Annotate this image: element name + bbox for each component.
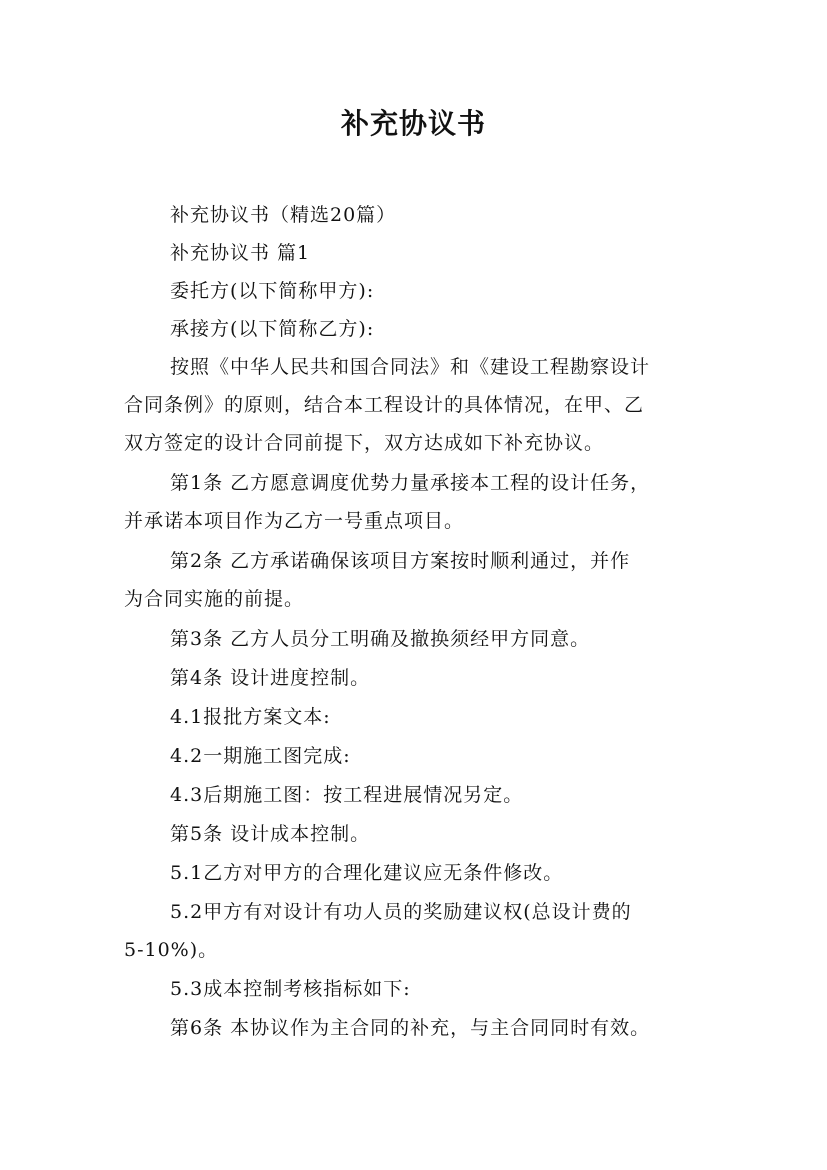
paragraph-clause-4-2 [170,737,760,775]
paragraph-clause-4-3 [170,776,760,814]
text-line: 4.2一期施工图完成: [170,745,351,767]
text-line: 承接方(以下简称乙方): [170,318,375,340]
text-line: 第2条 乙方承诺确保该项目方案按时顺利通过，并作 [170,550,631,572]
text-line: 为合同实施的前提。 [124,588,305,610]
paragraph-article-4 [170,659,760,697]
text-line: 5.2甲方有对设计有功人员的奖励建议权(总设计费的 [170,901,632,923]
paragraph-clause-5-1 [170,854,760,892]
paragraph-client [170,272,760,310]
paragraph-article-2 [124,542,714,618]
text-line: 5.1乙方对甲方的合理化建议应无条件修改。 [170,862,564,884]
text-line: 双方签定的设计合同前提下，双方达成如下补充协议。 [124,432,605,454]
paragraph-article-3 [170,620,760,658]
paragraph-article-1 [124,464,714,540]
text-line: 并承诺本项目作为乙方一号重点项目。 [124,510,465,532]
text-line: 第6条 本协议作为主合同的补充，与主合同同时有效。 [170,1017,651,1039]
text-line: 5.3成本控制考核指标如下: [170,978,411,1000]
paragraph-article-label [170,234,760,272]
paragraph-intro [124,348,714,462]
paragraph-article-5 [170,815,760,853]
text-line: 委托方(以下简称甲方): [170,280,375,302]
text-line: 4.1报批方案文本: [170,706,331,728]
text-line: 第4条 设计进度控制。 [170,667,371,689]
text-line: 补充协议书（精选20篇） [170,204,397,226]
paragraph-clause-5-3 [170,970,760,1008]
text-line: 5-10%)。 [124,939,219,961]
paragraph-clause-4-1 [170,698,760,736]
paragraph-article-6 [170,1009,760,1047]
paragraph-clause-5-2 [124,893,714,969]
text-line: 补充协议书 篇1 [170,242,311,264]
text-line: 第1条 乙方愿意调度优势力量承接本工程的设计任务， [170,472,651,494]
text-line: 4.3后期施工图：按工程进展情况另定。 [170,784,524,806]
document-title: 补充协议书 [340,107,486,140]
text-line: 第5条 设计成本控制。 [170,823,371,845]
paragraph-contractor [170,310,760,348]
text-line: 第3条 乙方人员分工明确及撤换须经甲方同意。 [170,628,591,650]
text-line: 合同条例》的原则，结合本工程设计的具体情况，在甲、乙 [124,394,645,416]
text-line: 按照《中华人民共和国合同法》和《建设工程勘察设计 [170,356,651,378]
paragraph-heading [170,196,760,234]
